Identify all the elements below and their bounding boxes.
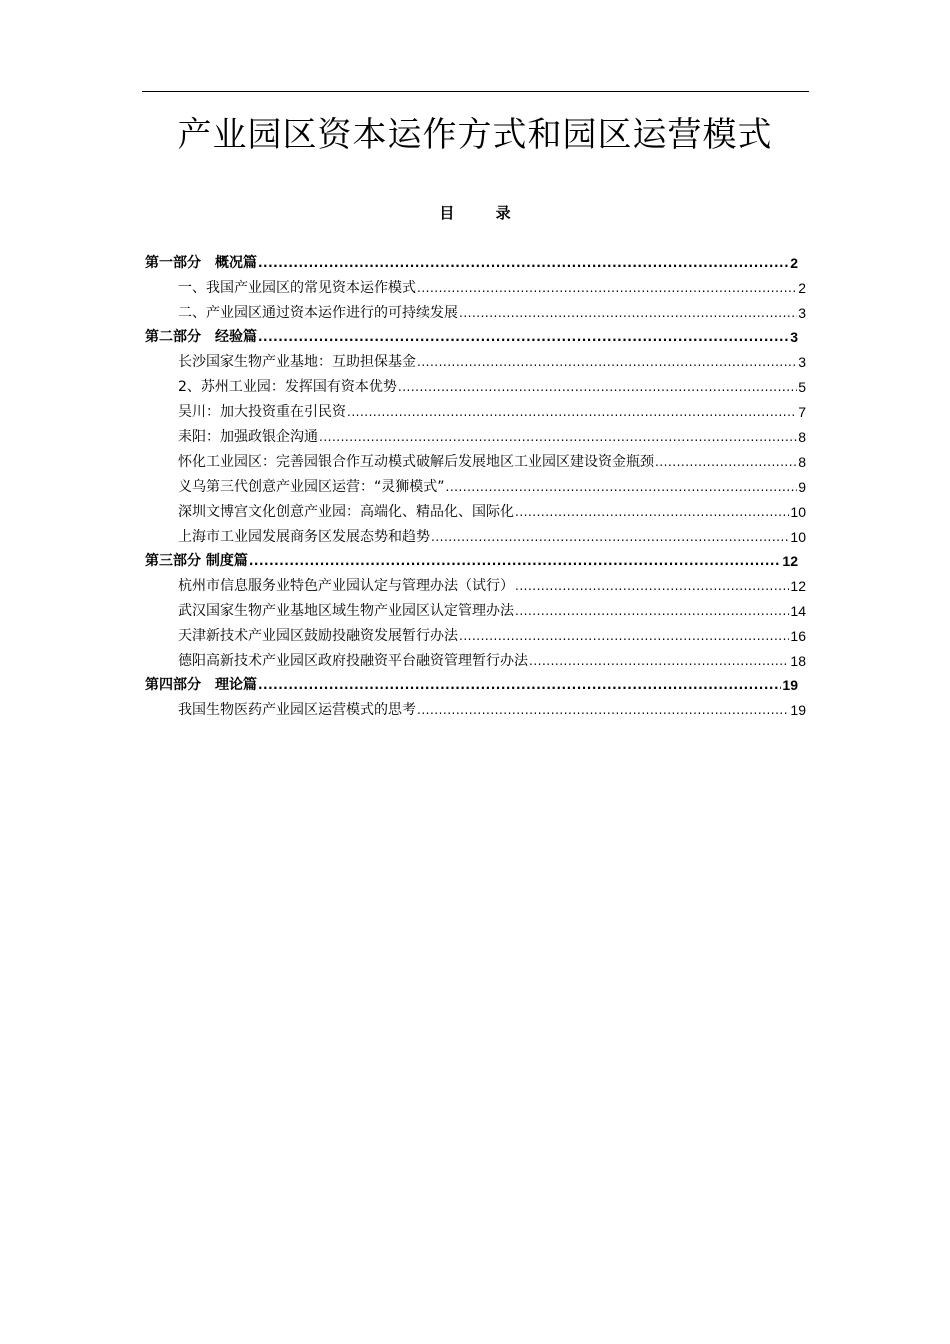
toc-dot-leader bbox=[431, 526, 789, 548]
toc-page-number: 14 bbox=[790, 603, 806, 619]
toc-section-entry[interactable] bbox=[178, 426, 806, 448]
toc-entry-label: 2、苏州工业园：发挥国有资本优势 bbox=[178, 379, 397, 395]
toc-entry-label: 杭州市信息服务业特色产业园认定与管理办法（试行） bbox=[178, 578, 514, 594]
toc-section-entry[interactable] bbox=[178, 302, 806, 324]
toc-entry-label: 第三部分 制度篇 bbox=[145, 553, 248, 569]
toc-page-number: 8 bbox=[798, 429, 806, 445]
toc-dot-leader bbox=[529, 650, 789, 672]
toc-dot-leader bbox=[459, 302, 797, 324]
toc-entry-label: 深圳文博宫文化创意产业园：高端化、精品化、国际化 bbox=[178, 504, 514, 520]
toc-dot-leader bbox=[258, 674, 781, 696]
toc-section-entry[interactable] bbox=[178, 650, 806, 672]
toc-dot-leader bbox=[446, 476, 798, 498]
toc-part-entry[interactable] bbox=[145, 674, 798, 696]
toc-page-number: 9 bbox=[798, 479, 806, 495]
toc-page-number: 10 bbox=[790, 504, 806, 520]
toc-page-number: 8 bbox=[798, 454, 806, 470]
toc-dot-leader bbox=[249, 550, 782, 572]
toc-page-number: 3 bbox=[798, 354, 806, 370]
toc-dot-leader bbox=[417, 351, 797, 373]
toc-page-number: 12 bbox=[790, 578, 806, 594]
toc-part-entry[interactable] bbox=[145, 252, 798, 274]
toc-page-number: 3 bbox=[790, 329, 798, 345]
toc-section-entry[interactable] bbox=[178, 625, 806, 647]
toc-heading: 目 录 bbox=[439, 204, 529, 222]
toc-page-number: 10 bbox=[790, 529, 806, 545]
toc-entry-label: 第二部分 经验篇 bbox=[145, 329, 257, 345]
toc-dot-leader bbox=[417, 277, 797, 299]
toc-page-number: 16 bbox=[790, 628, 806, 644]
toc-dot-leader bbox=[258, 252, 789, 274]
toc-section-entry[interactable] bbox=[178, 501, 806, 523]
toc-section-entry[interactable] bbox=[178, 277, 806, 299]
toc-dot-leader bbox=[347, 401, 797, 423]
toc-entry-label: 上海市工业园发展商务区发展态势和趋势 bbox=[178, 529, 430, 545]
toc-page-number: 18 bbox=[790, 653, 806, 669]
toc-entry-label: 吴川：加大投资重在引民资 bbox=[178, 404, 346, 420]
toc-entry-label: 我国生物医药产业园区运营模式的思考 bbox=[178, 702, 416, 718]
toc-entry-label: 耒阳：加强政银企沟通 bbox=[178, 429, 318, 445]
toc-entry-label: 二、产业园区通过资本运作进行的可持续发展 bbox=[178, 305, 458, 321]
toc-section-entry[interactable] bbox=[178, 600, 806, 622]
toc-section-entry[interactable] bbox=[178, 351, 806, 373]
toc-entry-label: 长沙国家生物产业基地：互助担保基金 bbox=[178, 354, 416, 370]
toc-entry-label: 第四部分 理论篇 bbox=[145, 677, 257, 693]
toc-dot-leader bbox=[515, 575, 789, 597]
toc-entry-label: 义乌第三代创意产业园区运营：“灵狮模式” bbox=[178, 479, 445, 495]
toc-section-entry[interactable] bbox=[178, 376, 806, 398]
toc-entry-label: 德阳高新技术产业园区政府投融资平台融资管理暂行办法 bbox=[178, 653, 528, 669]
toc-dot-leader bbox=[515, 600, 789, 622]
toc-page-number: 3 bbox=[798, 305, 806, 321]
toc-dot-leader bbox=[515, 501, 789, 523]
toc-dot-leader bbox=[417, 699, 789, 721]
toc-entry-label: 武汉国家生物产业基地区域生物产业园区认定管理办法 bbox=[178, 603, 514, 619]
toc-section-entry[interactable] bbox=[178, 575, 806, 597]
toc-section-entry[interactable] bbox=[178, 526, 806, 548]
toc-section-entry[interactable] bbox=[178, 451, 806, 473]
toc-page-number: 7 bbox=[798, 404, 806, 420]
toc-entry-label: 天津新技术产业园区鼓励投融资发展暂行办法 bbox=[178, 628, 458, 644]
toc-dot-leader bbox=[319, 426, 797, 448]
toc-part-entry[interactable] bbox=[145, 550, 798, 572]
toc-entry-label: 一、我国产业园区的常见资本运作模式 bbox=[178, 280, 416, 296]
toc-section-entry[interactable] bbox=[178, 401, 806, 423]
toc-dot-leader bbox=[655, 451, 797, 473]
toc-page-number: 2 bbox=[790, 255, 798, 271]
toc-part-entry[interactable] bbox=[145, 326, 798, 348]
toc-dot-leader bbox=[258, 326, 789, 348]
toc-section-entry[interactable] bbox=[178, 699, 806, 721]
toc-page-number: 19 bbox=[782, 677, 798, 693]
toc-page-number: 5 bbox=[798, 379, 806, 395]
toc-entry-label: 怀化工业园区：完善园银合作互动模式破解后发展地区工业园区建设资金瓶颈 bbox=[178, 454, 654, 470]
document-title: 产业园区资本运作方式和园区运营模式 bbox=[177, 115, 773, 155]
toc-section-entry[interactable] bbox=[178, 476, 806, 498]
toc-page-number: 19 bbox=[790, 702, 806, 718]
toc-dot-leader bbox=[398, 376, 797, 398]
toc-page-number: 2 bbox=[798, 280, 806, 296]
toc-page-number: 12 bbox=[782, 553, 798, 569]
toc-dot-leader bbox=[459, 625, 789, 647]
toc-entry-label: 第一部分 概况篇 bbox=[145, 255, 257, 271]
